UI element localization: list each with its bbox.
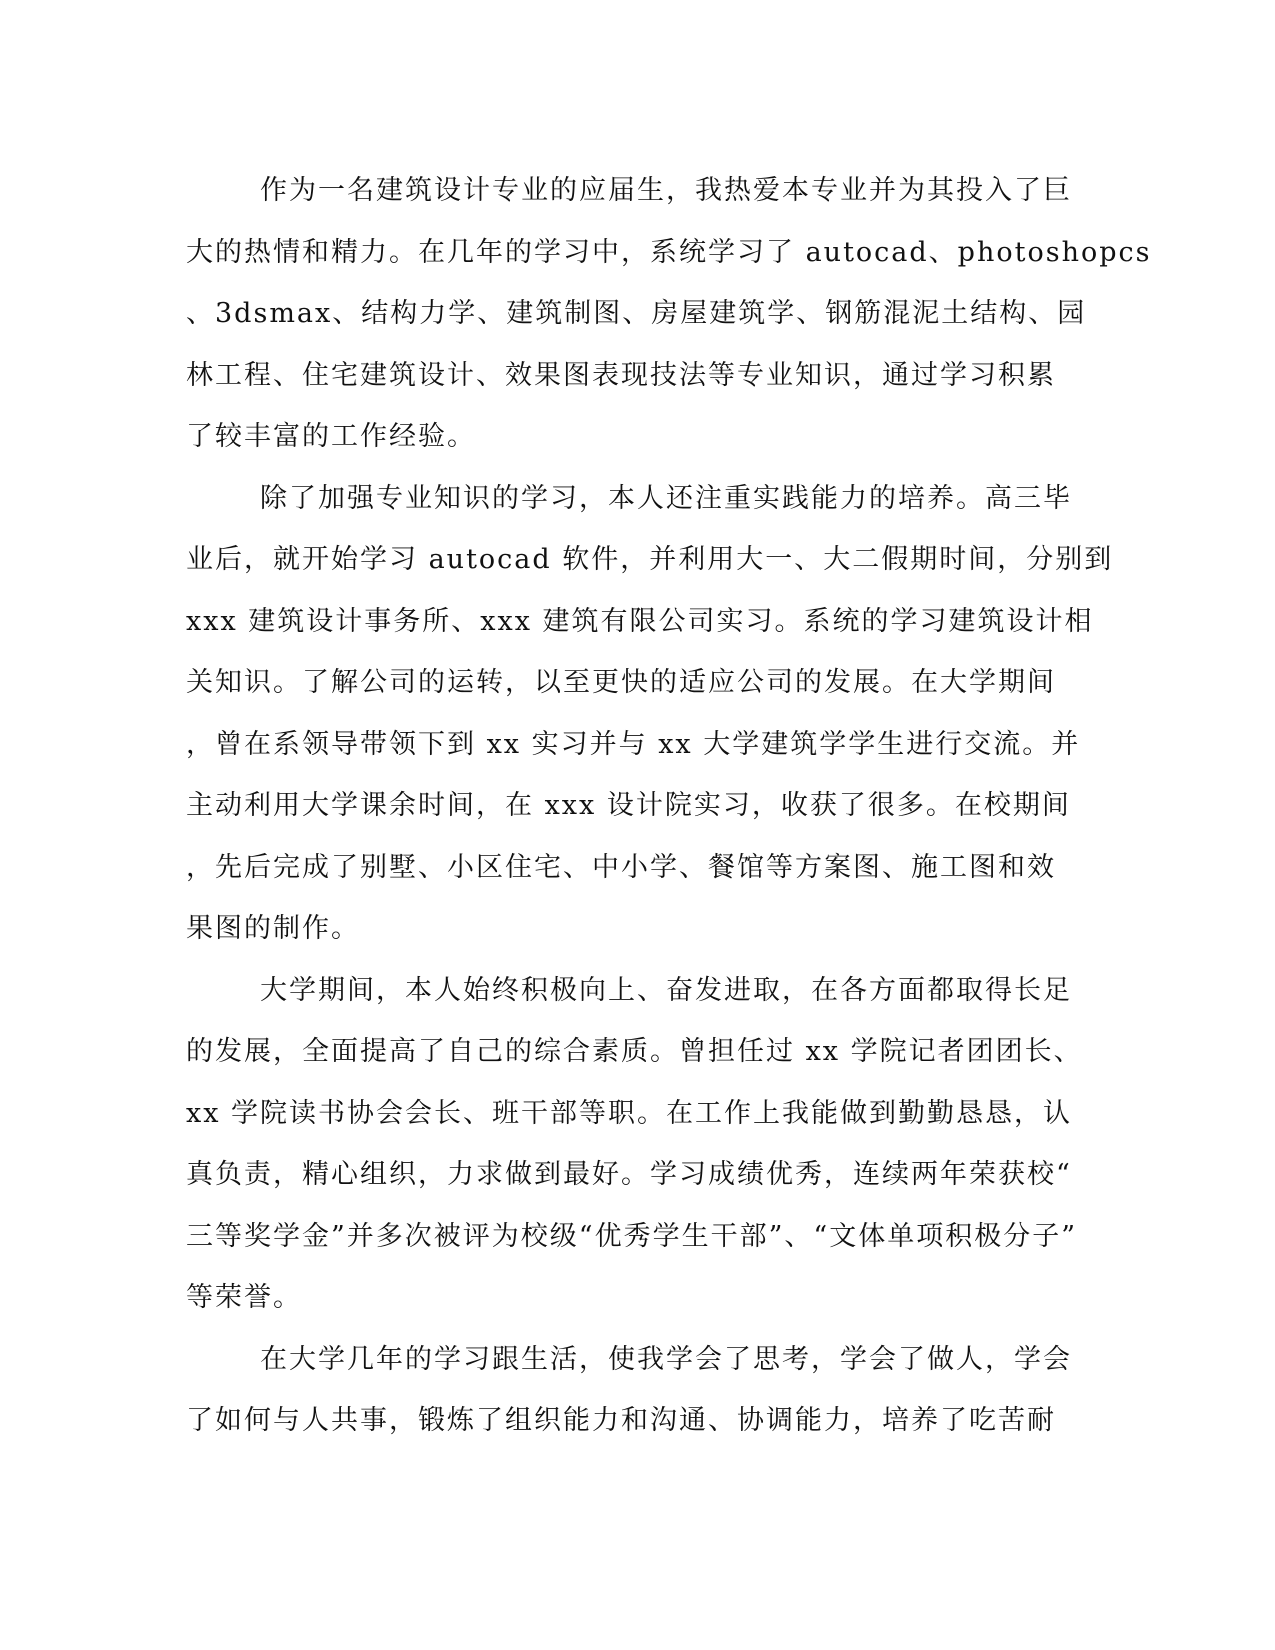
text-line: 真负责，精心组织，力求做到最好。学习成绩优秀，连续两年荣获校“ xyxy=(186,1159,1072,1190)
text-line: 果图的制作。 xyxy=(186,913,360,944)
text-line: 除了加强专业知识的学习，本人还注重实践能力的培养。高三毕 xyxy=(260,482,1072,514)
text-line: 关知识。了解公司的运转，以至更快的适应公司的发展。在大学期间 xyxy=(186,667,1056,698)
text-line: 三等奖学金”并多次被评为校级“优秀学生干部”、“文体单项积极分子” xyxy=(186,1220,1078,1252)
text-line: 大学期间，本人始终积极向上、奋发进取，在各方面都取得长足 xyxy=(260,974,1072,1006)
text-line: xxx 建筑设计事务所、xxx 建筑有限公司实习。系统的学习建筑设计相 xyxy=(186,605,1094,637)
text-line: ，曾在系领导带领下到 xx 实习并与 xx 大学建筑学学生进行交流。并 xyxy=(186,728,1081,760)
text-line: 、3dsmax、结构力学、建筑制图、房屋建筑学、钢筋混泥土结构、园 xyxy=(186,298,1087,329)
text-line: 业后，就开始学习 autocad 软件，并利用大一、大二假期时间，分别到 xyxy=(186,544,1114,575)
text-line: 了较丰富的工作经验。 xyxy=(186,421,476,452)
text-line: 了如何与人共事，锻炼了组织能力和沟通、协调能力，培养了吃苦耐 xyxy=(186,1405,1056,1436)
text-line: ，先后完成了别墅、小区住宅、中小学、餐馆等方案图、施工图和效 xyxy=(186,851,1056,883)
text-line: 作为一名建筑设计专业的应届生，我热爱本专业并为其投入了巨 xyxy=(260,175,1072,206)
text-line: 在大学几年的学习跟生活，使我学会了思考，学会了做人，学会 xyxy=(260,1343,1072,1375)
text-line: 大的热情和精力。在几年的学习中，系统学习了 autocad、photoshopcs xyxy=(186,236,1152,268)
text-line: 林工程、住宅建筑设计、效果图表现技法等专业知识，通过学习积累 xyxy=(186,359,1056,391)
text-line: 的发展，全面提高了自己的综合素质。曾担任过 xx 学院记者团团长、 xyxy=(186,1036,1083,1067)
text-line: 等荣誉。 xyxy=(186,1282,302,1313)
body-text xyxy=(186,160,1152,1452)
text-line: xx 学院读书协会会长、班干部等职。在工作上我能做到勤勤恳恳，认 xyxy=(186,1097,1073,1129)
text-line: 主动利用大学课余时间，在 xxx 设计院实习，收获了很多。在校期间 xyxy=(186,790,1071,821)
